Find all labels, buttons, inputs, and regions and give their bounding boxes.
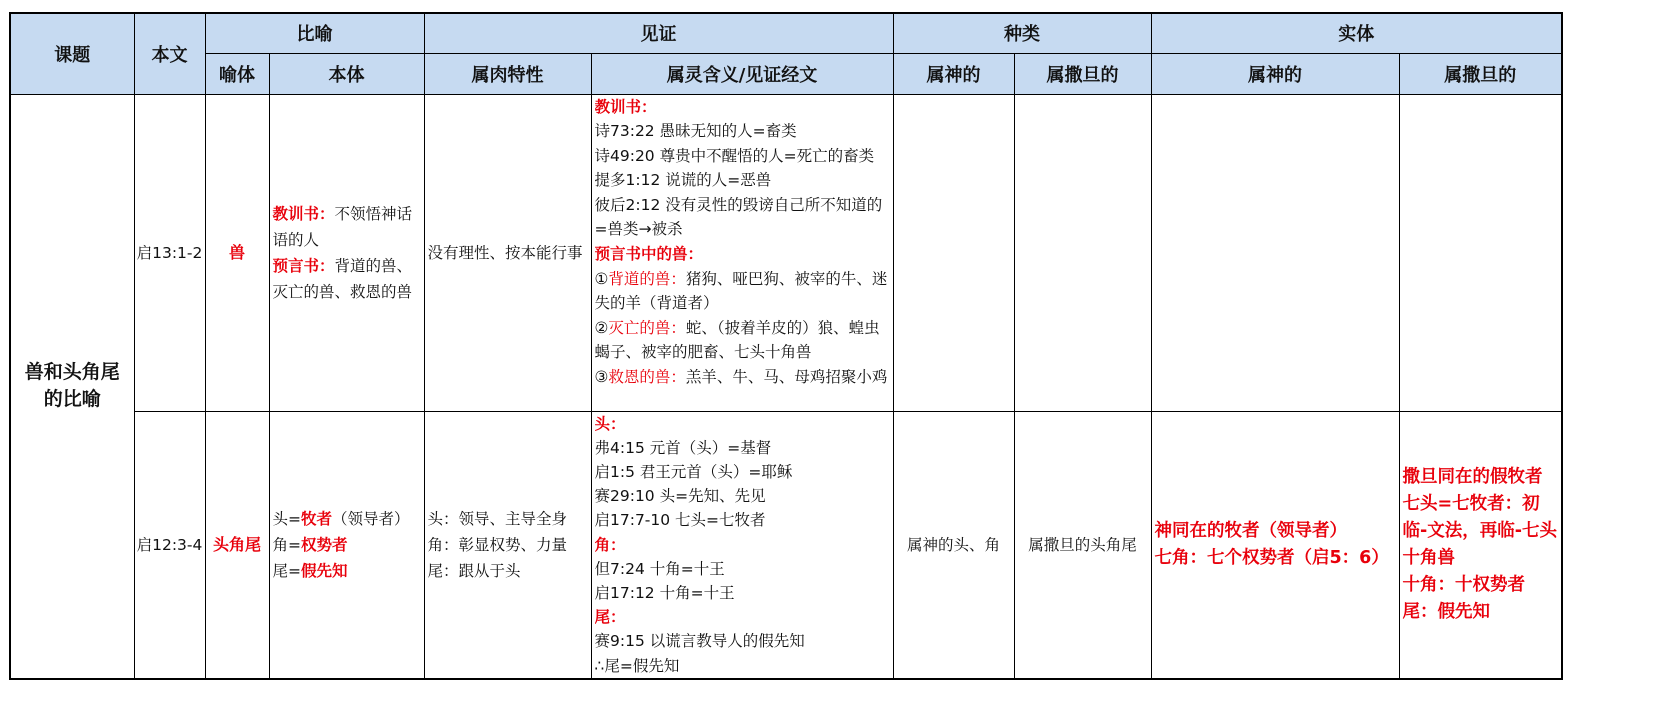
kind-satan-cell: 属撒旦的头角尾	[1014, 411, 1151, 679]
header-essence: 实体	[1151, 13, 1562, 53]
tenor-label-teaching: 教训书：	[272, 204, 335, 223]
vehicle-cell: 头角尾	[205, 411, 269, 679]
header-testimony: 见证	[424, 13, 893, 53]
tenor-text-prophecy: 背道的兽、灭亡的兽、救恩的兽	[272, 256, 413, 301]
essence-god-line: 神同在的牧者（领导者）	[1154, 520, 1347, 541]
essence-satan-line: 七头=七牧者：初临-文法，再临-七头十角兽	[1402, 493, 1558, 568]
verse-line: 赛9:15 以谎言教导人的假先知	[594, 632, 805, 651]
kind-satan-cell	[1014, 94, 1151, 411]
essence-god-cell	[1151, 94, 1399, 411]
verse-line: 赛29:10 头=先知、先见	[594, 487, 766, 506]
spirit-cell	[591, 411, 893, 679]
table-row	[10, 94, 1562, 411]
verse-line: 弗4:15 元首（头）=基督	[594, 438, 772, 457]
verse-line: 诗73:22 愚昧无知的人=畜类	[594, 122, 797, 141]
destroyed-beast-label: 灭亡的兽：	[608, 318, 686, 337]
tenor-cell	[269, 411, 424, 679]
verse-line: 启17:12 十角=十王	[594, 583, 735, 602]
header-essence-god: 属神的	[1151, 53, 1399, 94]
tenor-tail-value: 假先知	[301, 561, 348, 580]
essence-god-line: 七角：七个权势者（启5：6）	[1154, 547, 1389, 568]
item-number: ②	[594, 318, 609, 337]
item-number: ③	[594, 368, 609, 387]
tenor-head-value: 牧者	[301, 509, 333, 528]
apostate-beast-label: 背道的兽：	[608, 269, 686, 288]
head-label: 头：	[594, 414, 626, 433]
essence-god-cell	[1151, 411, 1399, 679]
tenor-head-note: （领导者）	[332, 509, 410, 528]
tenor-label-prophecy: 预言书：	[272, 256, 335, 275]
tenor-horn-prefix: 角=	[272, 535, 301, 554]
verse-line: 诗49:20 尊贵中不醒悟的人=死亡的畜类	[594, 146, 875, 165]
item-number: ①	[594, 269, 609, 288]
prophecy-label: 预言书中的兽：	[594, 245, 704, 264]
verse-line: 但7:24 十角=十王	[594, 559, 725, 578]
flesh-tail: 尾：跟从于头	[427, 561, 521, 580]
tenor-tail-prefix: 尾=	[272, 561, 301, 580]
essence-satan-line: 十角：十权势者	[1402, 574, 1525, 595]
tail-label: 尾：	[594, 608, 626, 627]
essence-satan-line: 尾：假先知	[1402, 601, 1490, 622]
verse-line: 启1:5 君王元首（头）=耶稣	[594, 462, 793, 481]
kind-god-cell: 属神的头、角	[893, 411, 1014, 679]
horn-label: 角：	[594, 535, 626, 554]
header-metaphor: 比喻	[205, 13, 424, 53]
header-vehicle: 喻体	[205, 53, 269, 94]
flesh-cell	[424, 411, 591, 679]
tenor-horn-value: 权势者	[301, 535, 348, 554]
topic-table	[9, 12, 1563, 680]
header-kind-god: 属神的	[893, 53, 1014, 94]
header-kind: 种类	[893, 13, 1151, 53]
kind-god-cell	[893, 94, 1014, 411]
ref-cell: 启13:1-2	[134, 94, 205, 411]
flesh-horn: 角：彰显权势、力量	[427, 535, 568, 554]
header-topic: 课题	[10, 13, 134, 94]
header-essence-satan: 属撒旦的	[1399, 53, 1562, 94]
header-text: 本文	[134, 13, 205, 94]
tenor-text-teaching: 不领悟神话语的人	[272, 204, 413, 249]
essence-satan-line: 撒旦同在的假牧者	[1402, 466, 1543, 487]
table-row	[10, 411, 1562, 679]
header-tenor: 本体	[269, 53, 424, 94]
ref-cell: 启12:3-4	[134, 411, 205, 679]
vehicle-cell: 兽	[205, 94, 269, 411]
teaching-label: 教训书：	[594, 97, 657, 116]
header-kind-satan: 属撒旦的	[1014, 53, 1151, 94]
flesh-head: 头：领导、主导全身	[427, 509, 568, 528]
destroyed-beast-text: 蛇、（披着羊皮的）狼、蝗虫蝎子、被宰的肥畜、七头十角兽	[594, 318, 880, 362]
tenor-head-prefix: 头=	[272, 509, 301, 528]
flesh-cell: 没有理性、按本能行事	[424, 94, 591, 411]
salvation-beast-label: 救恩的兽：	[608, 368, 686, 387]
verse-line: 启17:7-10 七头=七牧者	[594, 511, 766, 530]
spirit-cell	[591, 94, 893, 411]
verse-line: ∴尾=假先知	[594, 656, 680, 675]
topic-label: 兽和头角尾的比喻	[24, 361, 120, 411]
essence-satan-cell	[1399, 94, 1562, 411]
verse-line: 彼后2:12 没有灵性的毁谤自己所不知道的=兽类→被杀	[594, 195, 883, 239]
header-flesh: 属肉特性	[424, 53, 591, 94]
header-spirit: 属灵含义/见证经文	[591, 53, 893, 94]
apostate-beast-text: 猪狗、哑巴狗、被宰的牛、迷失的羊（背道者）	[594, 269, 888, 313]
salvation-beast-text: 羔羊、牛、马、母鸡招聚小鸡	[685, 368, 888, 387]
essence-satan-cell	[1399, 411, 1562, 679]
verse-line: 提多1:12 说谎的人=恶兽	[594, 171, 772, 190]
tenor-cell	[269, 94, 424, 411]
topic-cell	[10, 94, 134, 679]
